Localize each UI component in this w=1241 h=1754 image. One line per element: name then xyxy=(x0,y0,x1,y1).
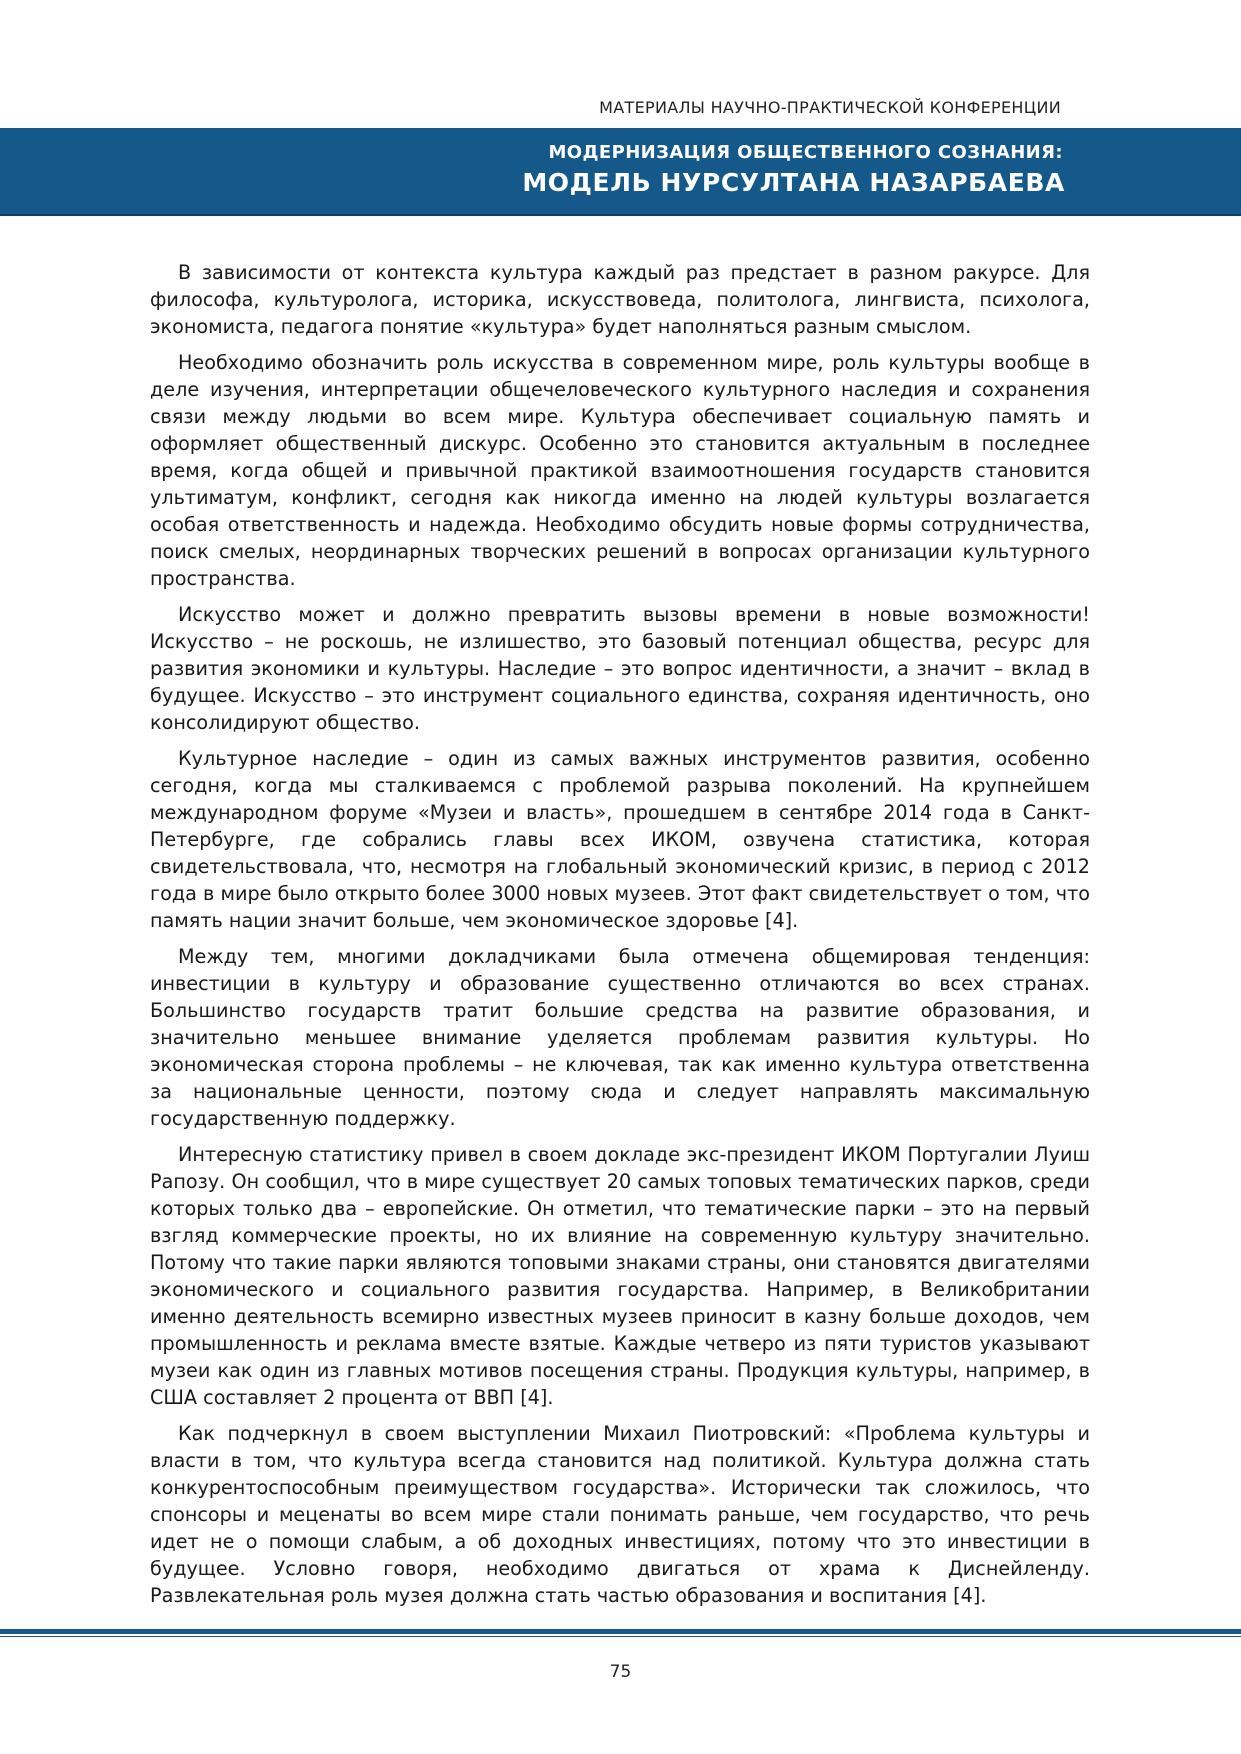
paragraph-4: Культурное наследие – один из самых важных инструментов развития, особенно сегодня, когда мы сталкиваемся с проблемой разрыва поколений. На крупнейшем международном форуме «Музеи и власть», прошедшем в сентябре 2014 года в Санкт-Петербурге, где собрались главы всех ИКОМ, озвучена статистика, которая свидетельствовала, что, несмотря на глобальный экономический кризис, в период с 2012 года в мире было открыто более 3000 новых музеев. Этот факт свидетельствует о том, что память нации значит больше, чем экономическое здоровье [4]. xyxy=(150,747,1090,932)
paragraph-7: Как подчеркнул в своем выступлении Михаил Пиотровский: «Проблема культуры и власти в том, что культура всегда становится над политикой. Культура должна стать конкурентоспособным преимуществом государства». Исторически так сложилось, что спонсоры и меценаты во всем мире стали понимать раньше, чем государство, что речь идет не о помощи слабым, а об доходных инвестициях, потому что это инвестиции в будущее. Условно говоря, необходимо двигаться от храма к Диснейленду. Развлекательная роль музея должна стать частью образования и воспитания [4]. xyxy=(150,1422,1090,1607)
paragraph-1: В зависимости от контекста культура каждый раз предстает в разном ракурсе. Для философа, культуролога, историка, искусствоведа, политолога, лингвиста, психолога, экономиста, педагога понятие «культура» будет наполняться разным смыслом. xyxy=(150,261,1090,338)
paragraph-5: Между тем, многими докладчиками была отмечена общемировая тенденция: инвестиции в культуру и образование существенно отличаются во всех странах. Большинство государств тратит большие средства на развитие образования, и значительно меньшее внимание уделяется проблемам развития культуры. Но экономическая сторона проблемы – не ключевая, так как именно культура ответственна за национальные ценности, поэтому сюда и следует направлять максимальную государственную поддержку. xyxy=(150,945,1090,1130)
page-number: 75 xyxy=(609,1662,632,1682)
banner-title: МОДЕЛЬ НУРСУЛТАНА НАЗАРБАЕВА xyxy=(522,168,1065,197)
header-banner xyxy=(0,128,1241,216)
paragraph-3: Искусство может и должно превратить вызовы времени в новые возможности! Искусство – не роскошь, не излишество, это базовый потенциал общества, ресурс для развития экономики и культуры. Наследие – это вопрос идентичности, а значит – вклад в будущее. Искусство – это инструмент социального единства, сохраняя идентичность, оно консолидируют общество. xyxy=(150,603,1090,734)
paragraph-6: Интересную статистику привел в своем докладе экс-президент ИКОМ Португалии Луиш Рапозу. Он сообщил, что в мире существует 20 самых топовых тематических парков, среди которых только два – европейские. Он отметил, что тематические парки – это на первый взгляд коммерческие проекты, но их влияние на современную культуру значительно. Потому что такие парки являются топовыми знаками страны, они становятся двигателями экономического и социального развития государства. Например, в Великобритании именно деятельность всемирно известных музеев приносит в казну больше доходов, чем промышленность и реклама вместе взятые. Каждые четверо из пяти туристов указывают музеи как один из главных мотивов посещения страны. Продукция культуры, например, в США составляет 2 процента от ВВП [4]. xyxy=(150,1143,1090,1409)
footer-rule-thin xyxy=(0,1636,1241,1637)
banner-subtitle: МОДЕРНИЗАЦИЯ ОБЩЕСТВЕННОГО СОЗНАНИЯ: xyxy=(548,142,1063,163)
footer-rule xyxy=(0,1629,1241,1634)
paragraph-2: Необходимо обозначить роль искусства в современном мире, роль культуры вообще в деле изучения, интерпретации общечеловеческого культурного наследия и сохранения связи между людьми во всем мире. Культура обеспечивает социальную память и оформляет общественный дискурс. Особенно это становится актуальным в последнее время, когда общей и привычной практикой взаимоотношения государств становится ультиматум, конфликт, сегодня как никогда именно на людей культуры возлагается особая ответственность и надежда. Необходимо обсудить новые формы сотрудничества, поиск смелых, неординарных творческих решений в вопросах организации культурного пространства. xyxy=(150,351,1090,590)
conference-title: МАТЕРИАЛЫ НАУЧНО-ПРАКТИЧЕСКОЙ КОНФЕРЕНЦИИ xyxy=(599,98,1061,117)
article-body xyxy=(150,259,1090,1618)
